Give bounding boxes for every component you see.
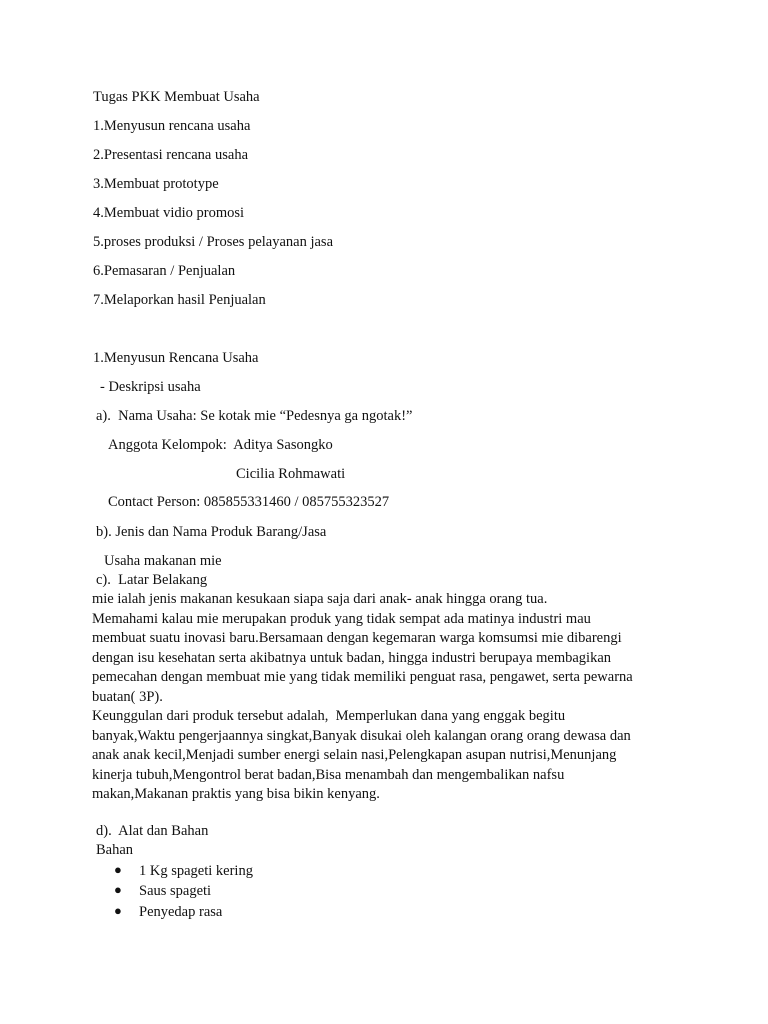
document-title: Tugas PKK Membuat Usaha [93, 89, 260, 105]
paragraph-line: kinerja tubuh,Mengontrol berat badan,Bisa menambah dan mengembalikan nafsu [92, 766, 565, 783]
group-members: Anggota Kelompok: Aditya Sasongko [108, 437, 333, 453]
bullet-icon: ● [114, 862, 122, 877]
section-heading: 1.Menyusun Rencana Usaha [93, 350, 259, 366]
background-label: c). Latar Belakang [96, 572, 208, 588]
contact-person: Contact Person: 085855331460 / 085755323527 [108, 494, 390, 510]
product-type-value: Usaha makanan mie [104, 553, 222, 569]
product-type-label: b). Jenis dan Nama Produk Barang/Jasa [96, 524, 327, 540]
group-member-2: Cicilia Rohmawati [236, 466, 346, 482]
task-item: 7.Melaporkan hasil Penjualan [93, 292, 266, 308]
ingredient-item: Penyedap rasa [139, 904, 223, 920]
task-item: 4.Membuat vidio promosi [93, 205, 245, 221]
paragraph-line: dengan isu kesehatan serta akibatnya untuk badan, hingga industri berupaya membagikan [92, 649, 612, 666]
paragraph-line: membuat suatu inovasi baru.Bersamaan dengan kegemaran warga komsumsi mie dibarengi [92, 630, 622, 646]
section-subheading: - Deskripsi usaha [100, 379, 201, 395]
bullet-icon: ● [114, 903, 122, 918]
task-item: 1.Menyusun rencana usaha [93, 118, 251, 134]
paragraph-line: Keunggulan dari produk tersebut adalah, Memperlukan dana yang enggak begitu [92, 708, 566, 724]
ingredient-item: 1 Kg spageti kering [139, 863, 253, 879]
paragraph-line: pemecahan dengan membuat mie yang tidak memiliki penguat rasa, pengawet, serta pewarna [92, 669, 633, 685]
paragraph-line: makan,Makanan praktis yang bisa bikin kenyang. [92, 786, 380, 802]
ingredients-label: Bahan [96, 842, 134, 858]
paragraph-line: banyak,Waktu pengerjaannya singkat,Banyak disukai oleh kalangan orang orang dewasa dan [92, 727, 631, 744]
tools-materials-label: d). Alat dan Bahan [96, 823, 209, 839]
business-name: a). Nama Usaha: Se kotak mie “Pedesnya ga ngotak!” [96, 408, 413, 424]
ingredient-item: Saus spageti [139, 883, 212, 899]
paragraph-line: Memahami kalau mie merupakan produk yang tidak sempat ada matinya industri mau [92, 610, 591, 627]
task-item: 2.Presentasi rencana usaha [93, 147, 249, 163]
background-paragraph-1 [92, 590, 682, 707]
bullet-icon: ● [114, 882, 122, 897]
task-item: 3.Membuat prototype [93, 176, 219, 192]
paragraph-line: mie ialah jenis makanan kesukaan siapa saja dari anak- anak hingga orang tua. [92, 591, 548, 607]
paragraph-line: buatan( 3P). [92, 688, 163, 705]
task-item: 5.proses produksi / Proses pelayanan jasa [93, 234, 334, 250]
background-paragraph-2 [92, 707, 682, 805]
paragraph-line: anak anak kecil,Menjadi sumber energi selain nasi,Pelengkapan asupan nutrisi,Menunjang [92, 747, 617, 763]
task-item: 6.Pemasaran / Penjualan [93, 263, 236, 279]
